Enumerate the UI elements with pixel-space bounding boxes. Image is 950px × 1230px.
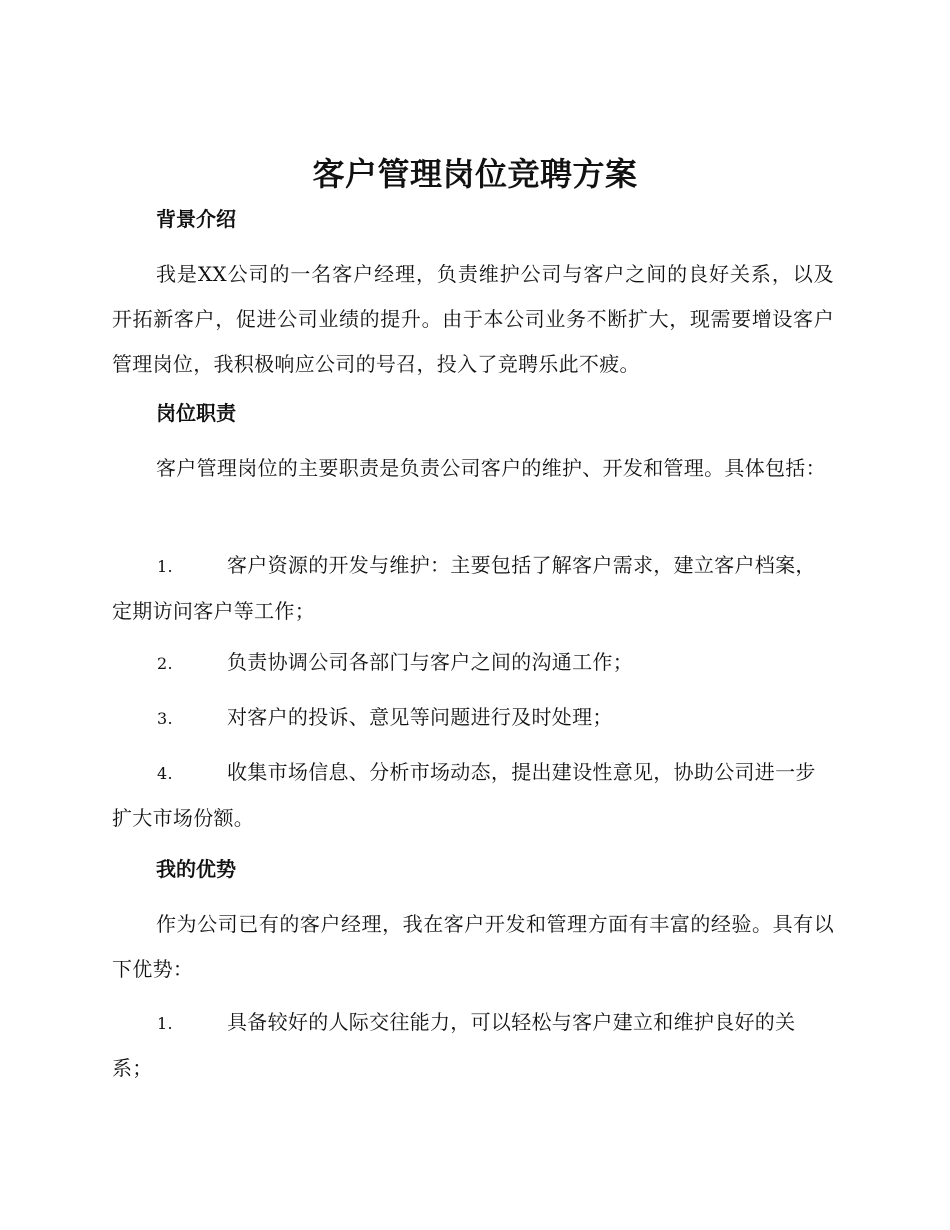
list-item-text: 收集市场信息、分析市场动态，提出建设性意见，协助公司进一步扩大市场份额。 [112,760,816,830]
section-heading-background: 背景介绍 [156,207,236,231]
list-item-number: 4. [157,764,173,783]
list-item [112,543,834,634]
section-heading-advantages: 我的优势 [156,857,236,881]
list-item-number: 2. [157,654,173,673]
list-item [112,640,834,686]
list-item-number: 1. [157,557,173,576]
list-item [112,750,834,841]
section-heading-duties: 岗位职责 [156,401,236,425]
list-item-text: 负责协调公司各部门与客户之间的沟通工作； [227,650,633,674]
list-item-number: 3. [157,709,173,728]
section-paragraph-background: 我是XX公司的一名客户经理，负责维护公司与客户之间的良好关系，以及开拓新客户，促进公司业绩的提升。由于本公司业务不断扩大，现需要增设客户管理岗位，我积极响应公司的号召，投入了竞聘乐此不疲。 [112,262,834,376]
section-paragraph-duties: 客户管理岗位的主要职责是负责公司客户的维护、开发和管理。具体包括： [156,456,826,480]
list-item-text: 对客户的投诉、意见等问题进行及时处理； [227,705,613,729]
list-item-text: 具备较好的人际交往能力，可以轻松与客户建立和维护良好的关系； [112,1010,796,1080]
list-item [112,695,834,741]
list-item [112,1000,834,1091]
list-item-number: 1. [157,1014,173,1033]
section-paragraph-advantages: 作为公司已有的客户经理，我在客户开发和管理方面有丰富的经验。具有以下优势： [112,912,834,981]
document-title: 客户管理岗位竞聘方案 [312,155,638,193]
list-item-text: 客户资源的开发与维护：主要包括了解客户需求，建立客户档案，定期访问客户等工作； [112,553,816,623]
